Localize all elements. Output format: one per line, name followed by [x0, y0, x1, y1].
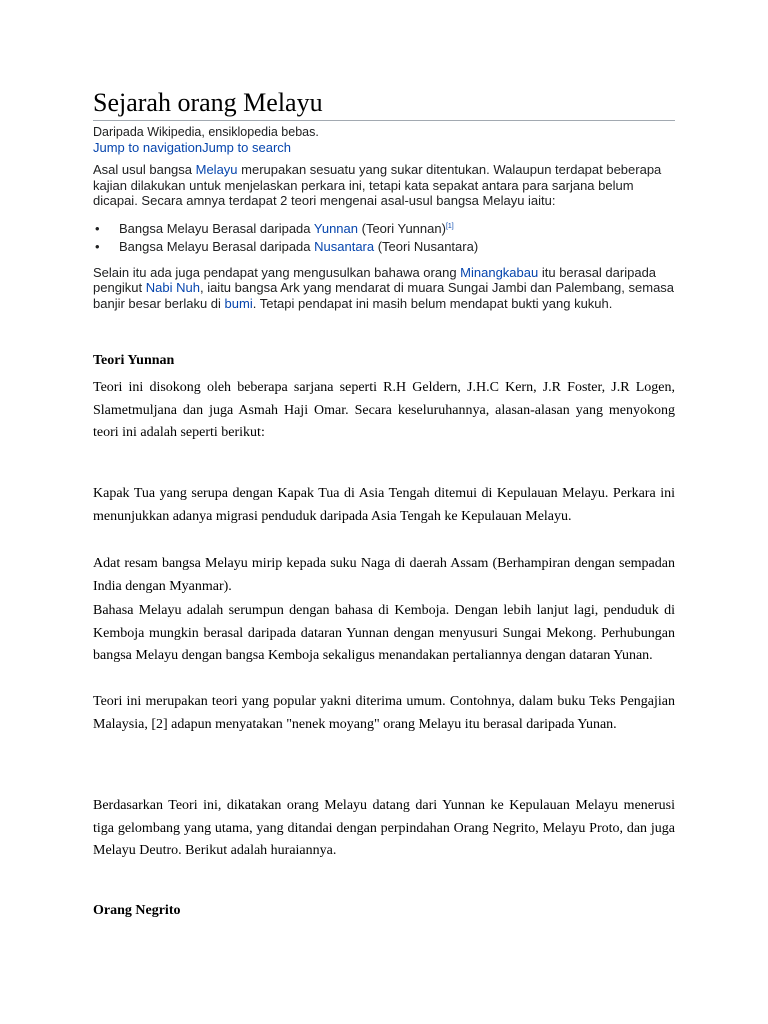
list-text: Bangsa Melayu Berasal daripada	[119, 238, 315, 254]
article	[93, 86, 675, 918]
bullet-icon: •	[95, 238, 100, 254]
paragraph-text: itu berasal daripada pengikut	[93, 264, 657, 295]
list-item	[93, 238, 675, 256]
section-heading-teori-yunnan: Teori Yunnan	[93, 353, 175, 368]
nabi-nuh-link[interactable]: Nabi Nuh	[145, 280, 200, 295]
intro-text: Asal usul bangsa	[93, 162, 196, 177]
paragraph-text: . Tetapi pendapat ini masih belum mendapat bukti yang kukuh.	[252, 295, 613, 311]
section-heading-orang-negrito: Orang Negrito	[93, 903, 181, 918]
list-text: (Teori Nusantara)	[374, 238, 479, 254]
minangkabau-link[interactable]: Minangkabau	[460, 264, 539, 280]
jump-to-search-link[interactable]: Jump to search	[202, 140, 291, 155]
melayu-link[interactable]: Melayu	[195, 162, 238, 177]
body-paragraph: Adat resam bangsa Melayu mirip kepada suku Naga di daerah Assam (Berhampiran dengan sempadan India dengan Myanmar).	[93, 556, 675, 594]
jump-links	[93, 140, 675, 156]
paragraph-text: , iaitu bangsa Ark yang mendarat di muara Sungai Jambi dan Palembang, semasa banjir besar berlaku di	[93, 280, 675, 311]
theory-list	[93, 220, 675, 256]
reference-link[interactable]: [1]	[445, 222, 454, 230]
list-text: Bangsa Melayu Berasal daripada	[119, 220, 314, 236]
intro-paragraph	[93, 162, 675, 209]
body-paragraph: Teori ini merupakan teori yang popular yakni diterima umum. Contohnya, dalam buku Teks Pengajian Malaysia, [2] adapun menyatakan "nenek moyang" orang Melayu itu berasal daripada Yunan.	[93, 694, 675, 732]
intro-text: merupakan sesuatu yang sukar ditentukan. Walaupun terdapat beberapa kajian dilakukan untuk menjelaskan perkara ini, tetapi kata sepakat antara para sarjana belum dicapai. Secara amnya terdapat 2 teori mengenai asal-usul bangsa Melayu iaitu:	[93, 162, 662, 208]
yunnan-link[interactable]: Yunnan	[313, 220, 358, 236]
page-title: Sejarah orang Melayu	[93, 86, 675, 121]
bullet-icon: •	[95, 220, 100, 236]
wiki-header	[93, 86, 675, 311]
paragraph-text: Selain itu ada juga pendapat yang mengusulkan bahawa orang	[93, 264, 461, 280]
list-text: (Teori Yunnan)	[358, 220, 446, 236]
site-tagline: Daripada Wikipedia, ensiklopedia bebas.	[93, 125, 319, 139]
bumi-link[interactable]: bumi	[224, 295, 253, 311]
body-paragraph: Bahasa Melayu adalah serumpun dengan bahasa di Kemboja. Dengan lebih lanjut lagi, penduduk di Kemboja mungkin berasal daripada dataran Yunnan dengan menyusuri Sungai Mekong. Perhubungan bangsa Melayu dengan bangsa Kemboja sekaligus menandakan pertaliannya dengan dataran Yunan.	[93, 603, 675, 663]
nusantara-link[interactable]: Nusantara	[314, 238, 375, 254]
body-paragraph: Teori ini disokong oleh beberapa sarjana seperti R.H Geldern, J.H.C Kern, J.R Foster, J.R Logen, Slametmuljana dan juga Asmah Haji Omar. Secara keseluruhannya, alasan-alasan yang menyokong teori ini adalah seperti berikut:	[93, 380, 675, 440]
list-item	[93, 220, 675, 238]
jump-to-navigation-link[interactable]: Jump to navigation	[93, 140, 203, 155]
body-paragraph: Kapak Tua yang serupa dengan Kapak Tua di Asia Tengah ditemui di Kepulauan Melayu. Perkara ini menunjukkan adanya migrasi penduduk daripada Asia Tengah ke Kepulauan Melayu.	[93, 486, 675, 524]
minangkabau-paragraph	[93, 265, 675, 312]
body-paragraph: Berdasarkan Teori ini, dikatakan orang Melayu datang dari Yunnan ke Kepulauan Melayu menerusi tiga gelombang yang utama, yang ditandai dengan perpindahan Orang Negrito, Melayu Proto, dan juga Melayu Deutro. Berikut adalah huraiannya.	[93, 798, 675, 858]
